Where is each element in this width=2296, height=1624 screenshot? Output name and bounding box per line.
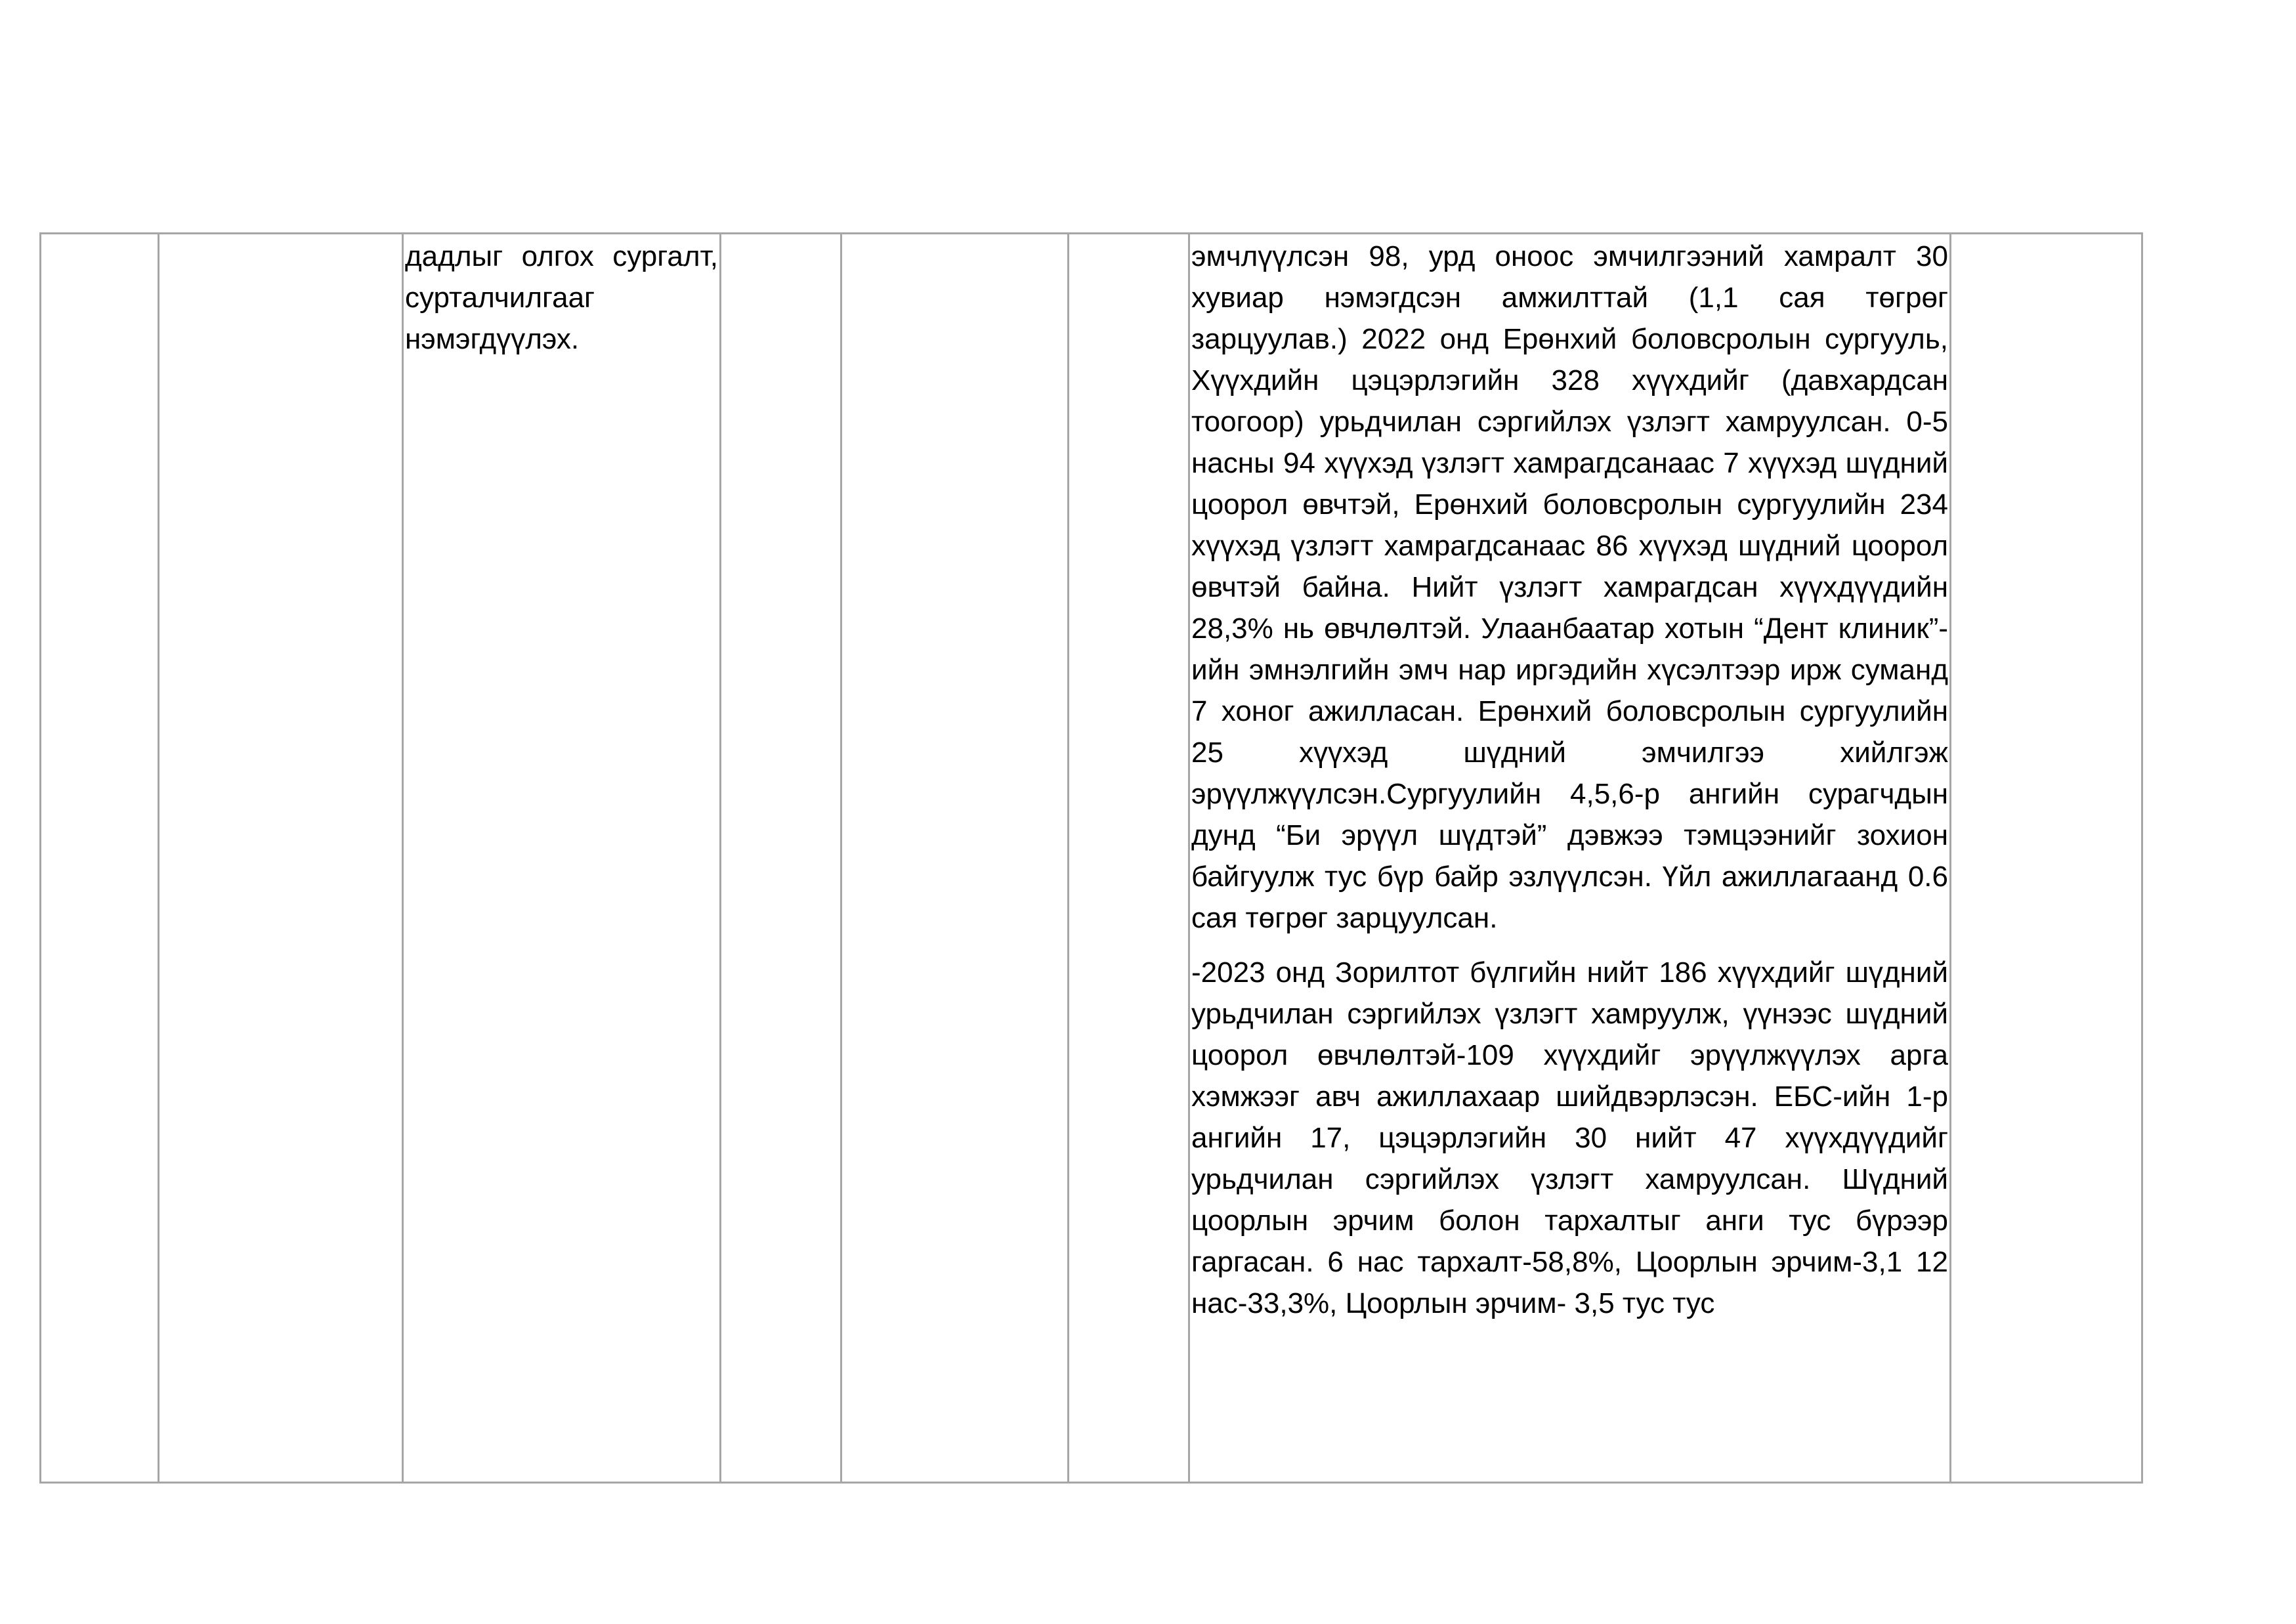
activity-report-table — [39, 232, 2143, 1484]
activity-text: дадлыг олгох сургалт, сурталчилгааг нэмэгдүүлэх. — [405, 240, 718, 355]
implementation-paragraph-1: эмчлүүлсэн 98, урд оноос эмчилгээний хамралт 30 хувиар нэмэгдсэн амжилттай (1,1 сая төгрөг зарцуулав.) 2022 онд Ерөнхий боловсролын сургууль, Хүүхдийн цэцэрлэгийн 328 хүүхдийг (давхардсан тоогоор) урьдчилан сэргийлэх үзлэгт хамруулсан. 0-5 насны 94 хүүхэд үзлэгт хамрагдсанаас 7 хүүхэд шүдний цоорол өвчтэй, Ерөнхий боловсролын сургуулийн 234 хүүхэд үзлэгт хамрагдсанаас 86 хүүхэд шүдний цоорол өвчтэй байна. Нийт үзлэгт хамрагдсан хүүхдүүдийн 28,3% нь өвчлөлтэй. Улаанбаатар хотын “Дент клиник”-ийн эмнэлгийн эмч нар иргэдийн хүсэлтээр ирж суманд 7 хоног ажилласан. Ерөнхий боловсролын сургуулийн 25 хүүхэд шүдний эмчилгээ хийлгэж эрүүлжүүлсэн.Сургуулийн 4,5,6-р ангийн сурагчдын дунд “Би эрүүл шүдтэй” дэвжээ тэмцээнийг зохион байгуулж тус бүр байр эзлүүлсэн. Үйл ажиллагаанд 0.6 сая төгрөг зарцуулсан. — [1191, 240, 1948, 934]
table-cell-assessment — [1951, 234, 2142, 1483]
table-cell-responsible — [841, 234, 1069, 1483]
implementation-text — [1190, 234, 1949, 1324]
implementation-paragraph-2: -2023 онд Зорилтот бүлгийн нийт 186 хүүхдийг шүдний урьдчилан сэргийлэх үзлэгт хамруулж, үүнээс шүдний цоорол өвчлөлтэй-109 хүүхдийг эрүүлжүүлэх арга хэмжээг авч ажиллахаар шийдвэрлэсэн. ЕБС-ийн 1-р ангийн 17, цэцэрлэгийн 30 нийт 47 хүүхдүүдийг урьдчилан сэргийлэх үзлэгт хамруулсан. Шүдний цоорлын эрчим болон тархалтыг анги тус бүрээр гаргасан. 6 нас тархалт-58,8%, Цоорлын эрчим-3,1 12 нас-33,3%, Цоорлын эрчим- 3,5 тус тус — [1191, 956, 1948, 1319]
table-cell-implementation — [1189, 234, 1951, 1483]
table-cell-deadline — [1069, 234, 1189, 1483]
table-row — [41, 234, 2142, 1483]
table-cell-indicator — [721, 234, 841, 1483]
table-cell-objective — [159, 234, 403, 1483]
table-cell-activity — [403, 234, 721, 1483]
table-cell-number — [41, 234, 159, 1483]
